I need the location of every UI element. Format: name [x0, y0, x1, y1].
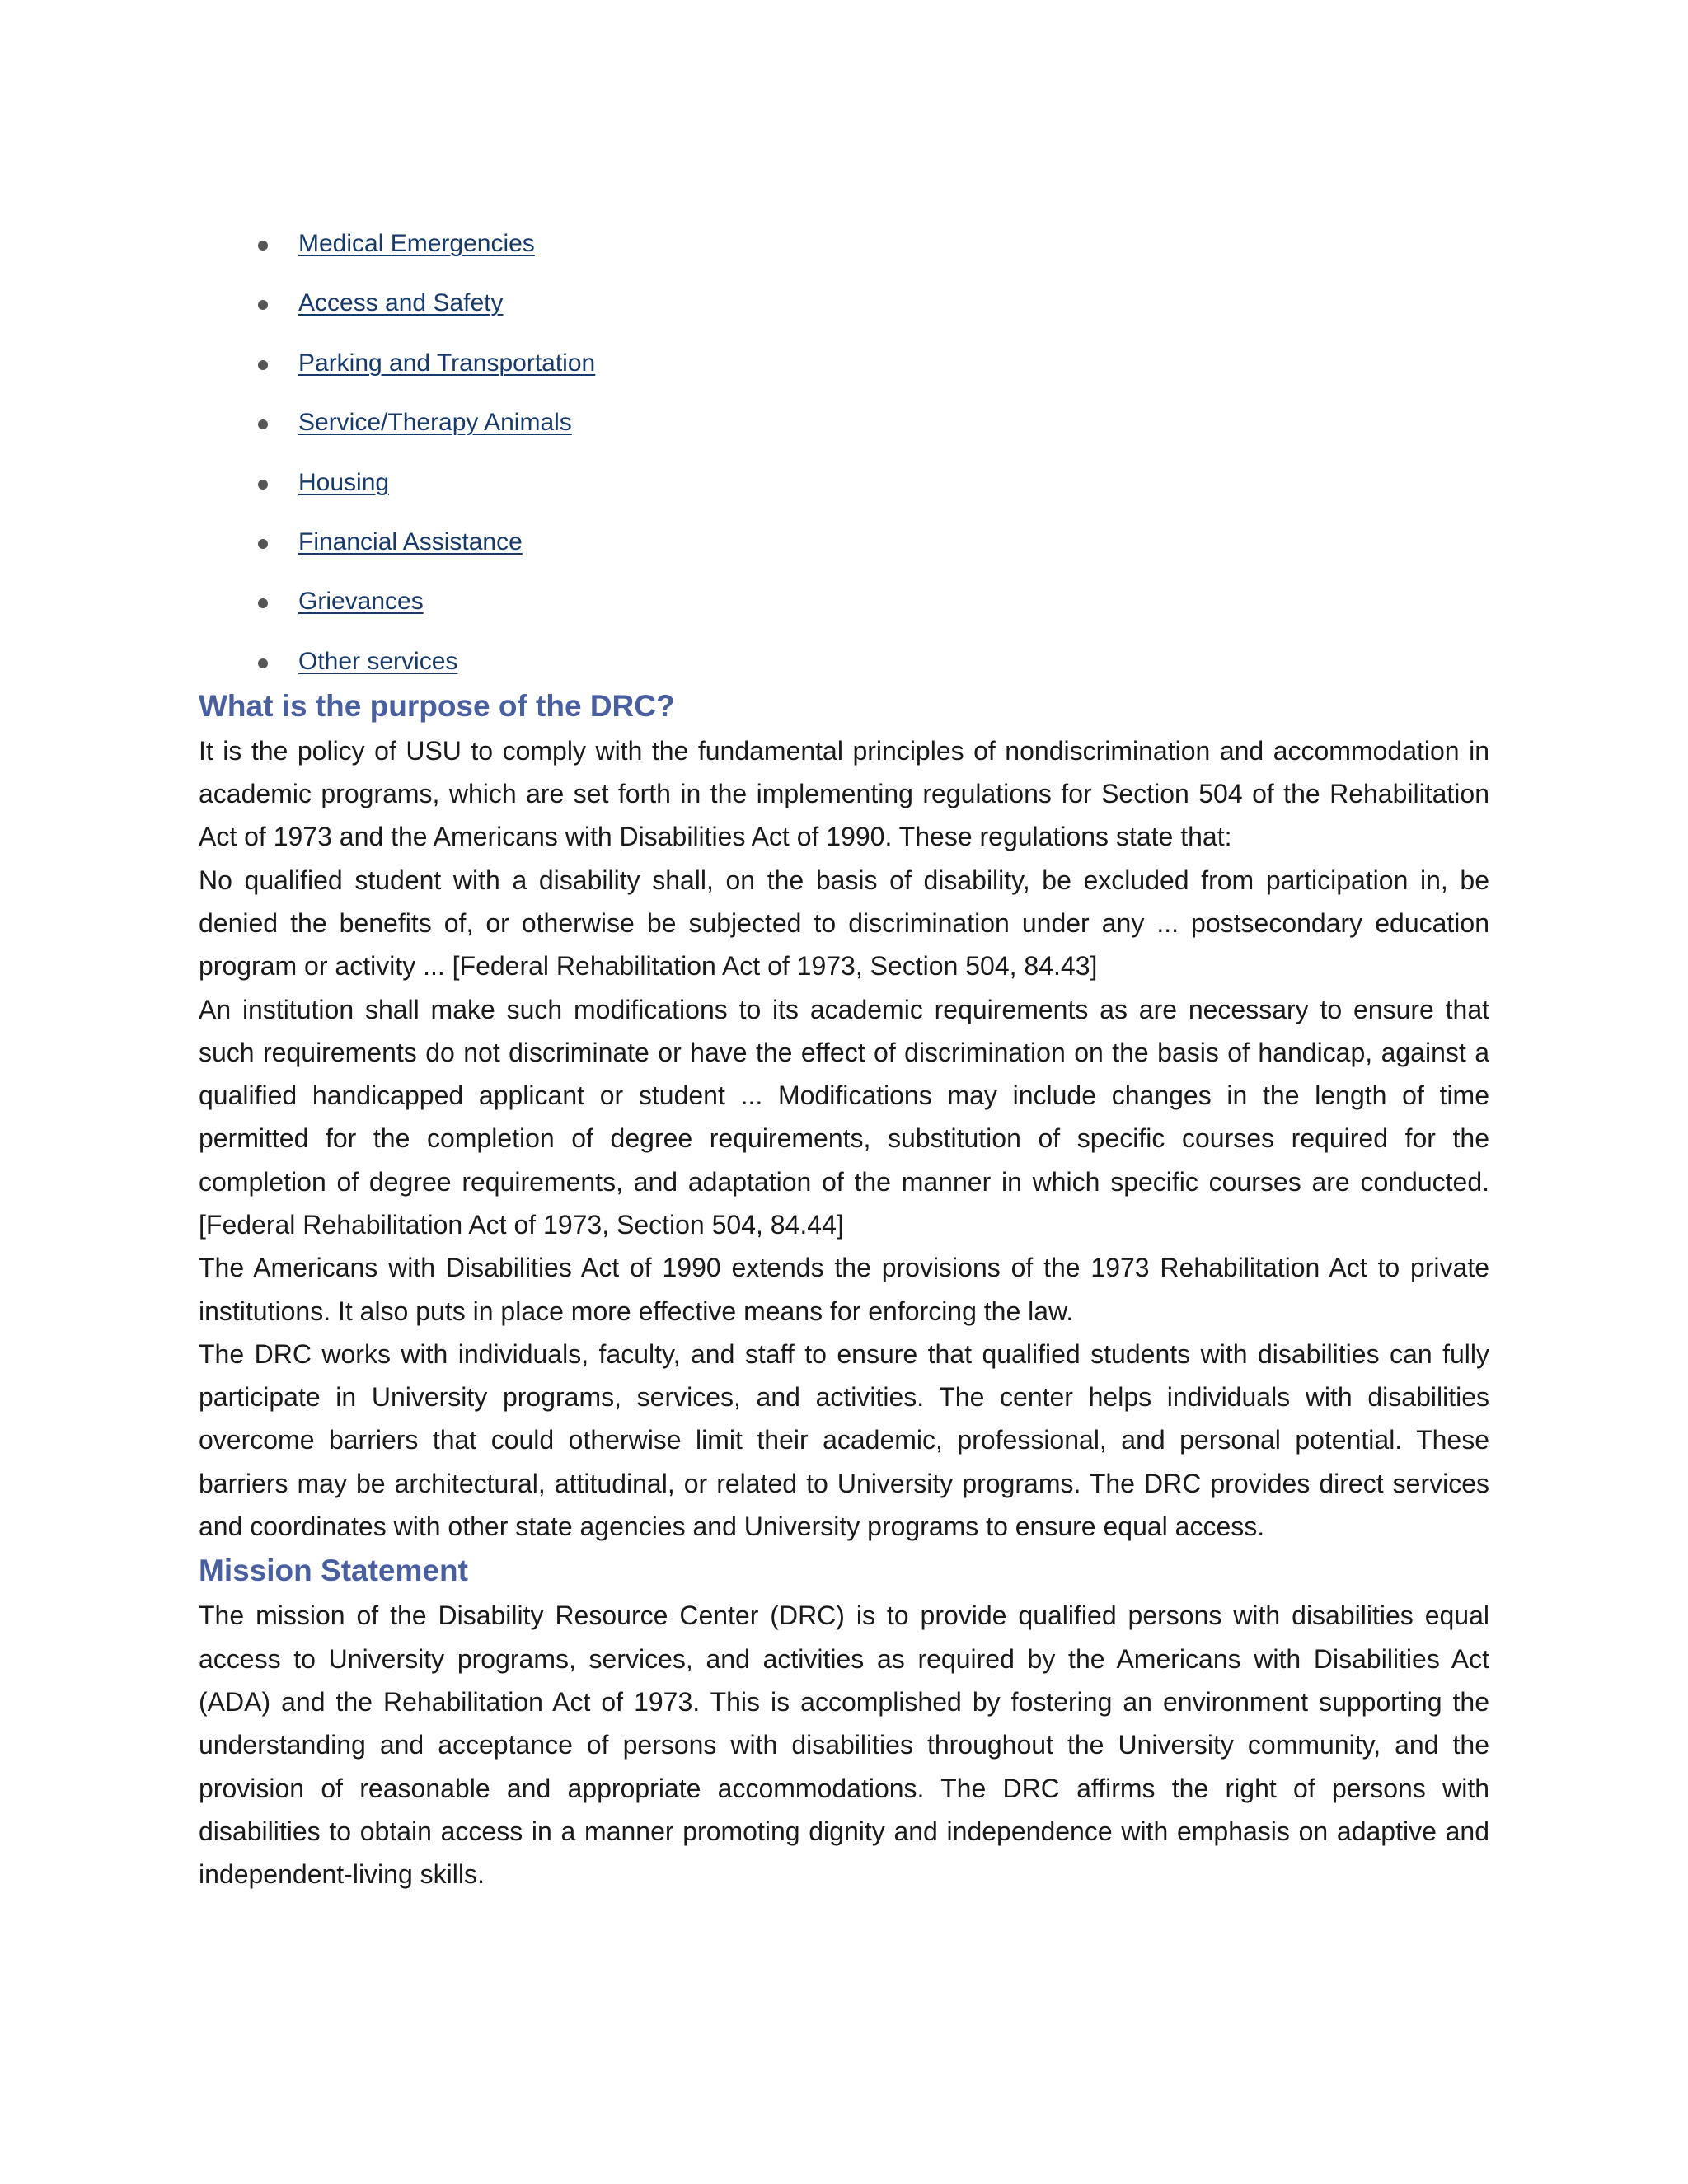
bullet-icon — [258, 300, 268, 310]
purpose-paragraph-policy: It is the policy of USU to comply with the fundamental principles of nondiscrimination and accommodation in academic programs, which are set forth in the implementing regulations for Section 504 of the Rehabilitation Act of 1973 and the Americans with Disabilities Act of 1990. These regulations state that: — [199, 735, 1489, 852]
link-grievances[interactable]: Grievances — [298, 588, 424, 616]
list-item — [199, 580, 1489, 640]
link-financial-assistance[interactable]: Financial Assistance — [298, 527, 523, 555]
link-housing[interactable]: Housing — [298, 468, 390, 496]
purpose-heading: What is the purpose of the DRC? — [199, 688, 675, 723]
purpose-paragraph-section-84-44: An institution shall make such modifications to its academic requirements as are necessary to ensure that such requirements do not discriminate or have the effect of discrimination on the basis of handicap, against a qualified handicapped applicant or student ... Modifications may include changes in the length of time permitted for the completion of degree requirements, substitution of specific courses required for the completion of degree requirements, and adaptation of the manner in which specific courses are conducted. [Federal Rehabilitation Act of 1973, Section 504, 84.44] — [199, 994, 1489, 1240]
bullet-icon — [258, 539, 268, 549]
list-item — [199, 521, 1489, 580]
bullet-icon — [258, 658, 268, 668]
link-service-therapy-animals[interactable]: Service/Therapy Animals — [298, 409, 572, 437]
bullet-icon — [258, 480, 268, 490]
list-item — [199, 223, 1489, 282]
services-link-list — [199, 223, 1489, 683]
list-item — [199, 342, 1489, 401]
list-item — [199, 282, 1489, 341]
list-item — [199, 401, 1489, 461]
document-page — [199, 223, 1489, 1896]
mission-paragraph: The mission of the Disability Resource Center (DRC) is to provide qualified persons with disabilities equal access to University programs, services, and activities as required by the Americans with Disabilities Act (ADA) and the Rehabilitation Act of 1973. This is accomplished by fostering an environment supporting the understanding and acceptance of persons with disabilities throughout the University community, and the provision of reasonable and appropriate accommodations. The DRC affirms the right of persons with disabilities to obtain access in a manner promoting dignity and independence with emphasis on adaptive and independent-living skills. — [199, 1601, 1489, 1890]
purpose-paragraph-drc-works: The DRC works with individuals, faculty, and staff to ensure that qualified students with disabilities can fully participate in University programs, services, and activities. The center helps individuals with disabilities overcome barriers that could otherwise limit their academic, professional, and personal potential. These barriers may be architectural, attitudinal, or related to University programs. The DRC provides direct services and coordinates with other state agencies and University programs to ensure equal access. — [199, 1338, 1489, 1542]
bullet-icon — [258, 598, 268, 608]
link-other-services[interactable]: Other services — [298, 647, 458, 675]
list-item — [199, 640, 1489, 683]
link-medical-emergencies[interactable]: Medical Emergencies — [298, 230, 535, 257]
mission-heading: Mission Statement — [199, 1554, 468, 1588]
link-parking-and-transportation[interactable]: Parking and Transportation — [298, 349, 596, 377]
purpose-paragraph-section-84-43: No qualified student with a disability shall, on the basis of disability, be excluded from participation in, be denied the benefits of, or otherwise be subjected to discrimination under any ... postsecondary education program or activity ... [Federal Rehabilitation Act of 1973, Section 504, 84.43] — [199, 865, 1489, 982]
link-access-and-safety[interactable]: Access and Safety — [298, 289, 504, 317]
purpose-paragraph-ada: The Americans with Disabilities Act of 1990 extends the provisions of the 1973 Rehabilitation Act to private institutions. It also puts in place more effective means for enforcing the law. — [199, 1253, 1489, 1326]
bullet-icon — [258, 360, 268, 370]
bullet-icon — [258, 241, 268, 251]
list-item — [199, 462, 1489, 521]
bullet-icon — [258, 419, 268, 429]
